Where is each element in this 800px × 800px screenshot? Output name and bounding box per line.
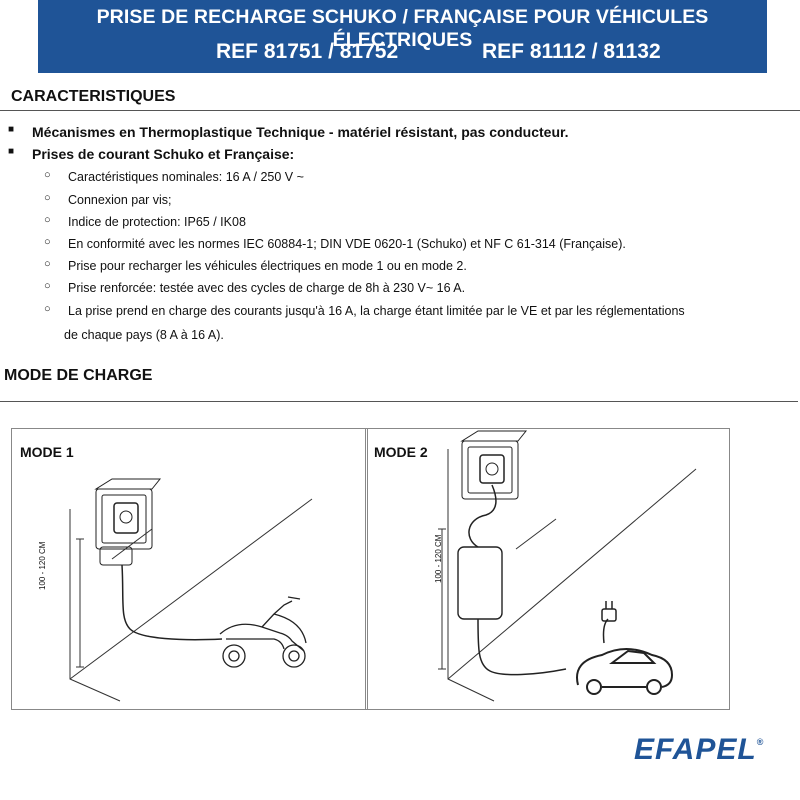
charge-mode-heading: MODE DE CHARGE [4, 367, 153, 384]
mode2-illustration [366, 429, 729, 709]
square-bullet-icon: ■ [8, 124, 15, 135]
reference-left: REF 81751 / 81752 [216, 40, 399, 63]
efapel-logo: EFAPEL® [634, 733, 765, 766]
mode1-label: MODE 1 [20, 444, 74, 460]
circle-bullet-icon: ○ [44, 280, 51, 292]
height-label-mode2: 100 - 120 CM [434, 534, 443, 583]
circle-bullet-icon: ○ [44, 303, 51, 315]
charge-mode-divider [0, 401, 798, 402]
height-label-mode1: 100 - 120 CM [38, 541, 47, 590]
sub-item-continuation: de chaque pays (8 A à 16 A). [64, 328, 224, 342]
circle-bullet-icon: ○ [44, 258, 51, 270]
circle-bullet-icon: ○ [44, 169, 51, 181]
characteristics-heading: CARACTERISTIQUES [11, 88, 176, 105]
characteristics-divider [0, 110, 800, 111]
mode1-panel [11, 428, 368, 710]
page-title: PRISE DE RECHARGE SCHUKO / FRANÇAISE POUR VÉHICULES ÉLECTRIQUES [96, 6, 709, 51]
scooter-icon [220, 597, 306, 667]
registered-mark: ® [756, 737, 765, 747]
header-banner [38, 0, 767, 73]
circle-bullet-icon: ○ [44, 192, 51, 204]
mode1-illustration [12, 429, 367, 709]
electric-car-icon [577, 601, 672, 694]
circle-bullet-icon: ○ [44, 214, 51, 226]
mode2-label: MODE 2 [374, 444, 428, 460]
circle-bullet-icon: ○ [44, 236, 51, 248]
reference-right: REF 81112 / 81132 [482, 40, 661, 63]
square-bullet-icon: ■ [8, 146, 15, 157]
mode2-panel [365, 428, 730, 710]
